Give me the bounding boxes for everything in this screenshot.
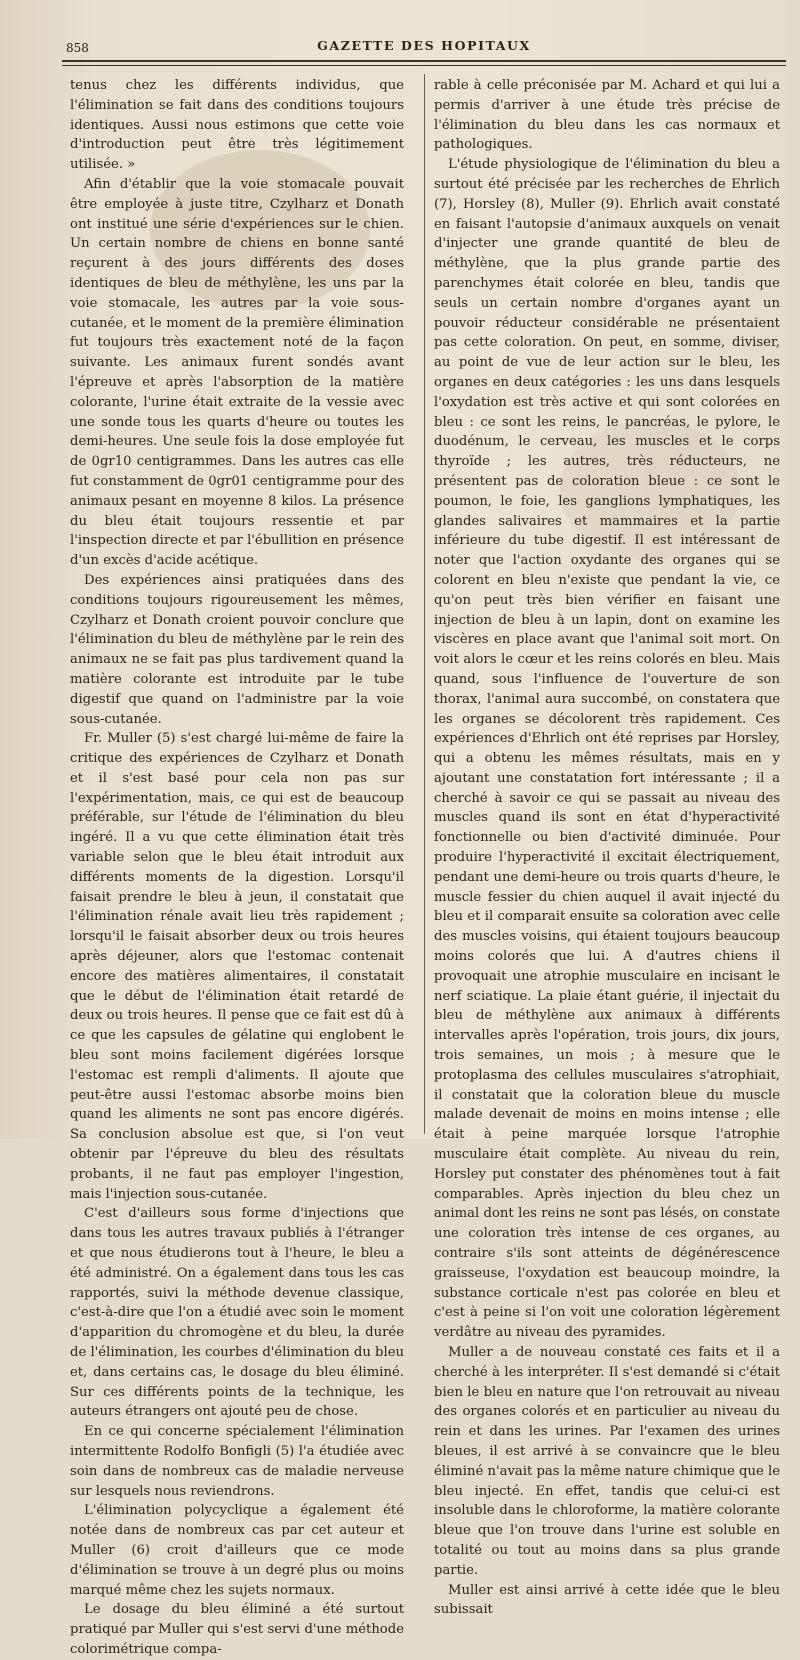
paragraph: L'élimination polycyclique a également été notée dans de nombreux cas par cet auteur et Muller (6) croit d'ailleurs que ce mode d'élimination se trouve à un degré plus ou moins marqué même chez les sujets normaux. [70,1503,404,1598]
paragraph: tenus chez les différents individus, que l'élimination se fait dans des conditions toujours identiques. Aussi nous estimons que cette voie d'introduction peut être très légitimement utilisée. » [70,78,404,173]
paragraph: L'étude physiologique de l'élimination du bleu a surtout été précisée par les recherches de Ehrlich (7), Horsley (8), Muller (9). Ehrlich avait constaté en faisant l'autopsie d'animaux auxquels on venait d'injecter une grande quantité de bleu de méthylène, que la plus grande partie des parenchymes était colorée en bleu, tandis que seuls un certain nombre d'organes ayant un pouvoir réducteur considérable ne présentaient pas cette coloration. On peut, en somme, diviser, au point de vue de leur action sur le bleu, les organes en deux catégories : les uns dans lesquels l'oxydation est très active et qui sont colorées en bleu : ce sont les reins, le pancréas, le pylore, le duodénum, le cerveau, les muscles et le corps thyroïde ; les autres, très réducteurs, ne présentent pas de coloration bleue : ce sont le poumon, le foie, les ganglions lymphatiques, les glandes salivaires et mammaires et la partie inférieure du tube digestif. Il est intéressant de noter que l'action oxydante des organes qui se colorent en bleu n'existe que pendant la vie, ce qu'on peut très bien vérifier en faisant une injection de bleu à un lapin, dont on examine les viscères en place avant que l'animal soit mort. On voit alors le cœur et les reins colorés en bleu. Mais quand, sous l'influence de l'ouverture de son thorax, l'animal aura succombé, on constatera que les organes se décolorent très rapidement. Ces expériences d'Ehrlich ont été reprises par Horsley, qui a obtenu les mêmes résultats, mais en y ajoutant une constatation fort intéressante ; il a cherché à savoir ce qui se passait au niveau des muscles quand ils sont en état d'hyperactivité fonctionnelle ou bien d'activité diminuée. Pour produire l'hyperactivité il excitait électriquement, pendant une demi-heure ou trois quarts d'heure, le muscle fessier du chien auquel il avait injecté du bleu et il comparait ensuite sa coloration avec celle des muscles voisins, qui étaient toujours beaucoup moins colorés que lui. A d'autres chiens il provoquait une atrophie musculaire en incisant le nerf sciatique. La plaie étant guérie, il injectait du bleu de méthylène aux animaux à différents intervalles après l'opération, trois jours, dix jours, trois semaines, un mois ; à mesure que le protoplasma des cellules musculaires s'atrophiait, il constatait que la coloration bleue du muscle malade devenait de moins en moins intense ; elle était à peine marquée lorsque l'atrophie musculaire était complète. Au niveau du rein, Horsley put constater des phénomènes tout à fait comparables. Après injection du bleu chez un animal dont les reins ne sont pas lésés, on constate une coloration très intense de ces organes, au contraire s'ils sont atteints de dégénérescence graisseuse, l'oxydation est beaucoup moindre, la substance corticale n'est pas colorée en bleu et c'est à peine si l'on voit une coloration légèrement verdâtre au niveau des pyramides. [434,157,780,1341]
paragraph: Afin d'établir que la voie stomacale pouvait être employée à juste titre, Czylharz et Donath ont institué une série d'expériences sur le chien. Un certain nombre de chiens en bonne santé reçurent à des jours différents des doses identiques de bleu de méthylène, les uns par la voie stomacale, les autres par la voie sous-cutanée, et le moment de la première élimination fut toujours très exactement noté de la façon suivante. Les animaux furent sondés avant l'épreuve et après l'absorption de la matière colorante, l'urine était extraite de la vessie avec une sonde tous les quarts d'heure ou toutes les demi-heures. Une seule fois la dose employée fut de 0gr10 centigrammes. Dans les autres cas elle fut constamment de 0gr01 centigramme pour des animaux pesant en moyenne 8 kilos. La présence du bleu était toujours ressentie et par l'inspection directe et par l'ébullition en présence d'un excès d'acide acétique. [70,176,404,569]
paragraph: Le dosage du bleu éliminé a été surtout pratiqué par Muller qui s'est servi d'une méthode colorimétrique compa- [70,1602,404,1657]
column-divider [424,74,425,1134]
paragraph: C'est d'ailleurs sous forme d'injections que dans tous les autres travaux publiés à l'étranger et que nous étudierons tout à l'heure, le bleu a été administré. On a également dans tous les cas rapportés, suivi la méthode devenue classique, c'est-à-dire que l'on a étudié avec soin le moment d'apparition du chromogène et du bleu, la durée de l'élimination, les courbes d'élimination du bleu et, dans certains cas, le dosage du bleu éliminé. Sur ces différents points de la technique, les auteurs étrangers ont ajouté peu de chose. [70,1206,404,1420]
header-rule-thin [62,65,786,66]
page-header [62,36,786,56]
page-number: 858 [66,41,89,55]
left-column [70,76,404,1657]
paragraph: rable à celle préconisée par M. Achard et qui lui a permis d'arriver à une étude très précise de l'élimination du bleu dans les cas normaux et pathologiques. [434,78,780,153]
right-column [434,76,780,1618]
paragraph: Muller a de nouveau constaté ces faits et il a cherché à les interpréter. Il s'est demandé si c'était bien le bleu en nature que l'on retrouvait au niveau des organes colorés et en particulier au niveau du rein et dans les urines. Par l'examen des urines bleues, il est arrivé à se convaincre que le bleu éliminé n'avait pas la même nature chimique que le bleu injecté. En effet, tandis que celui-ci est insoluble dans le chloroforme, la matière colorante bleue que l'on trouve dans l'urine est soluble en totalité ou tout au moins dans sa plus grande partie. [434,1345,780,1578]
paragraph: En ce qui concerne spécialement l'élimination intermittente Rodolfo Bonfigli (5) l'a étudiée avec soin dans de nombreux cas de maladie nerveuse sur lesquels nous reviendrons. [70,1424,404,1499]
paragraph: Fr. Muller (5) s'est chargé lui-même de faire la critique des expériences de Czylharz et Donath et il s'est basé pour cela non pas sur l'expérimentation, mais, ce qui est de beaucoup préférable, sur l'étude de l'élimination du bleu ingéré. Il a vu que cette élimination était très variable selon que le bleu était introduit aux différents moments de la digestion. Lorsqu'il faisait prendre le bleu à jeun, il constatait que l'élimination rénale avait lieu très rapidement ; lorsqu'il le faisait absorber deux ou trois heures après déjeuner, alors que l'estomac contenait encore des matières alimentaires, il constatait que le début de l'élimination était retardé de deux ou trois heures. Il pense que ce fait est dû à ce que les capsules de gélatine qui englobent le bleu sont moins facilement digérées lorsque l'estomac est rempli d'aliments. Il ajoute que peut-être aussi l'estomac absorbe moins bien quand les aliments ne sont pas encore digérés. Sa conclusion absolue est que, si l'on veut obtenir par l'épreuve du bleu des résultats probants, il ne faut pas employer l'ingestion, mais l'injection sous-cutanée. [70,731,404,1202]
paragraph: Des expériences ainsi pratiquées dans des conditions toujours rigoureusement les mêmes, Czylharz et Donath croient pouvoir conclure que l'élimination du bleu de méthylène par le rein des animaux ne se fait pas plus tardivement quand la matière colorante est introduite par le tube digestif que quand on l'administre par la voie sous-cutanée. [70,572,404,727]
journal-title: GAZETTE DES HOPITAUX [317,38,531,53]
paragraph: Muller est ainsi arrivé à cette idée que le bleu subissait [434,1582,780,1618]
header-rule [62,60,786,62]
